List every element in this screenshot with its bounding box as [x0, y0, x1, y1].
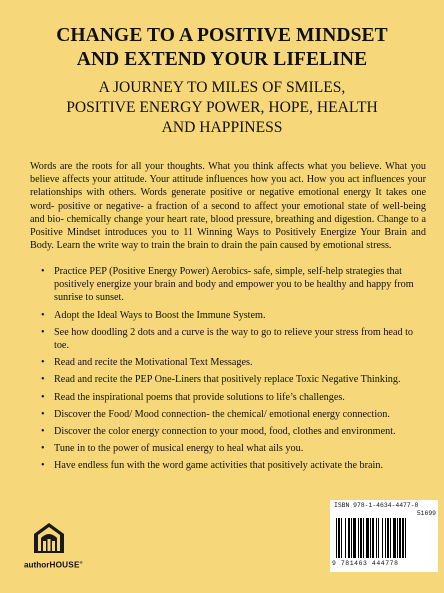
list-item: • Practice PEP (Positive Energy Power) Aerobics- safe, simple, self-help strategies that positively energize your brain and body and empower you to be healthy and happy from sunrise to sunset. [54, 265, 418, 305]
list-item: • Read and recite the PEP One-Liners that positively replace Toxic Negative Thinking. [54, 373, 418, 386]
title-line-2: AND EXTEND YOUR LIFELINE [76, 49, 368, 70]
book-title [10, 24, 434, 72]
book-subtitle [10, 78, 434, 138]
publisher-name-part1: author [24, 560, 50, 570]
feature-list [54, 265, 418, 477]
isbn-barcode [330, 500, 438, 572]
barcode-number: 9 781463 444778 [332, 560, 399, 567]
list-item: • Adopt the Ideal Ways to Boost the Immune System. [54, 309, 418, 322]
registered-mark: ® [79, 560, 83, 565]
list-item: • Discover the color energy connection to your mood, food, clothes and environment. [54, 425, 418, 438]
list-item: • Discover the Food/ Mood connection- the chemical/ emotional energy connection. [54, 408, 418, 421]
subtitle-line-3: AND HAPPINESS [161, 119, 283, 136]
subtitle-line-1: A JOURNEY TO MILES OF SMILES, [98, 79, 346, 96]
isbn-text: ISBN 978-1-4634-4477-8 [334, 502, 419, 509]
price-code: 51699 [416, 510, 436, 517]
authorhouse-logo-icon [32, 520, 66, 554]
list-item: • Have endless fun with the word game activities that positively activate the brain. [54, 459, 418, 472]
subtitle-line-2: POSITIVE ENERGY POWER, HOPE, HEALTH [66, 99, 378, 116]
publisher-name [24, 560, 83, 570]
publisher-logo [24, 520, 104, 580]
list-item: • Tune in to the power of musical energy to heal what ails you. [54, 442, 418, 455]
title-line-1: CHANGE TO A POSITIVE MINDSET [56, 25, 388, 46]
list-item: • See how doodling 2 dots and a curve is the way to go to relieve your stress from head to toe. [54, 326, 418, 352]
publisher-name-part2: HOUSE [49, 560, 80, 570]
list-item: • Read the inspirational poems that provide solutions to life’s challenges. [54, 391, 418, 404]
barcode-bars [336, 518, 432, 560]
list-item: • Read and recite the Motivational Text Messages. [54, 356, 418, 369]
intro-paragraph: Words are the roots for all your thoughts. What you think affects what you believe. What you believe affects your attitude. Your attitude influences how you act. How you act influences your relationships with others. Words generate positive or negative emotional energy It takes one word- positive or negative- a fraction of a second to affect your emotional state of well-being and bio- chemically change your heart rate, blood pressure, breathing and digestion. Change to a Positive Mindset introduces you to 11 Winning Ways to Positively Energize Your Brain and Body. Learn the write way to train the brain to drain the pain caused by emotional stress. [30, 161, 426, 252]
